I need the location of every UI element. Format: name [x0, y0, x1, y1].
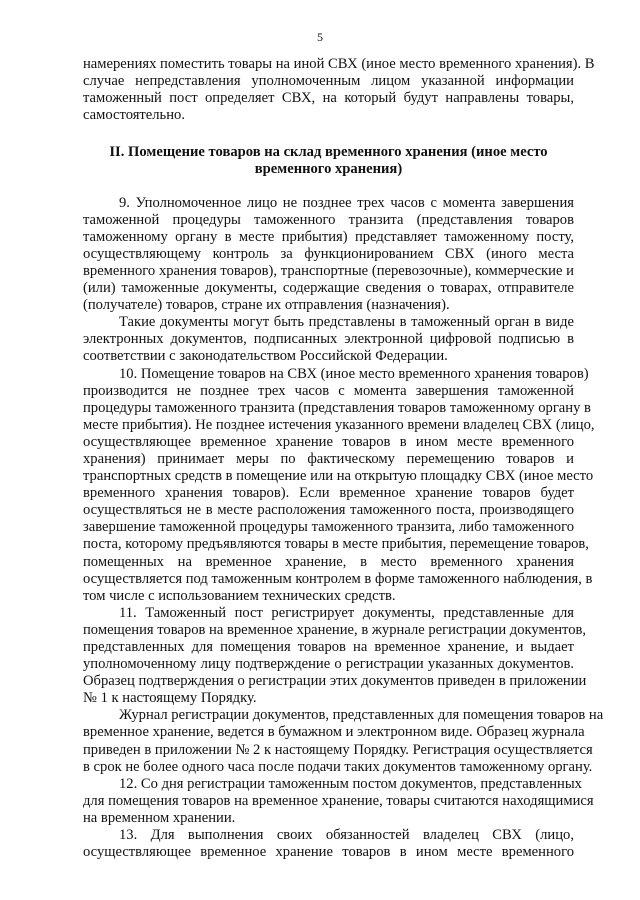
text-line: приведен в приложении № 2 к настоящему Порядку. Регистрация осуществляется [83, 741, 593, 758]
text-line: представленных для помещения товаров на временное хранение, и выдает [83, 639, 574, 655]
section-heading [83, 144, 574, 178]
text-line: 10. Помещение товаров на СВХ (иное место временного хранения товаров) [119, 365, 589, 382]
text-line: (получателе) товаров, стране их отправления (назначения). [83, 297, 450, 314]
text-line: осуществляющему контроль за функционированием СВХ (иного места [83, 245, 574, 262]
paragraph [83, 707, 604, 775]
text-line: самостоятельно. [83, 107, 185, 124]
text-line: уполномоченному лицу подтверждение о регистрации указанных документов. [83, 656, 574, 673]
paragraph [83, 314, 574, 365]
text-line: временного хранения товаров), транспортные (перевозочные), коммерческие и [83, 262, 574, 279]
text-line: Образец подтверждения о регистрации этих документов приведен в приложении [83, 673, 587, 690]
text-line: осуществляющее временное хранение товаров в ином месте временного [83, 433, 574, 450]
text-line: II. Помещение товаров на склад временного хранения (иное место [109, 144, 548, 161]
text-line: Такие документы могут быть представлены в таможенный орган в виде [119, 314, 574, 331]
text-line: в срок не более одного часа после подачи таких документов таможенному органу. [83, 758, 593, 775]
page-number: 5 [317, 30, 323, 44]
text-line: для помещения товаров на временное хранение, товары считаются находящимися [83, 792, 594, 809]
paragraph [83, 827, 574, 861]
text-line: соответствии с законодательством Российской Федерации. [83, 348, 448, 365]
text-line: таможенной процедуры таможенного транзита (представления товаров [83, 211, 574, 228]
text-line: осуществляться не в месте расположения таможенного поста, производящего [83, 502, 574, 519]
text-line: том числе с использованием технических средств. [83, 587, 396, 604]
text-line: помещенных на временное хранение, в место временного хранения [83, 553, 574, 570]
paragraph [83, 604, 587, 708]
text-line: помещения товаров на временное хранение, в журнале регистрации документов, [83, 621, 587, 638]
text-line: 13. Для выполнения своих обязанностей владелец СВХ (лицо, [119, 827, 574, 844]
paragraphs [83, 194, 604, 862]
text-line: осуществляется под таможенным контролем в форме таможенного наблюдения, в [83, 570, 593, 587]
text-line: временного хранения товаров). Если временное хранение товаров будет [83, 485, 574, 502]
text-line: случае непредставления уполномоченным лицом указанной информации [83, 73, 574, 90]
text-line: электронных документов, подписанных электронной цифровой подписью в [83, 331, 574, 348]
text-line: 9. Уполномоченное лицо не позднее трех часов с момента завершения [119, 194, 574, 211]
text-line: производится не позднее трех часов с момента завершения таможенной [83, 382, 574, 399]
text-line: временное хранение, ведется в бумажном и электронном виде. Образец журнала [83, 724, 585, 741]
intro-paragraph [83, 56, 595, 124]
text-line: временного хранения) [254, 161, 403, 178]
text-line: 12. Со дня регистрации таможенным постом документов, представленных [119, 775, 582, 792]
text-line: завершение таможенной процедуры таможенного транзита, либо таможенного [83, 519, 574, 536]
text-line: таможенный пост определяет СВХ, на который будут направлены товары, [83, 90, 574, 107]
text-line: Журнал регистрации документов, представленных для помещения товаров на [119, 707, 604, 724]
text-line: № 1 к настоящему Порядку. [83, 690, 257, 707]
text-line: хранения) принимает меры по фактическому перемещению товаров и [83, 450, 574, 467]
text-line: 11. Таможенный пост регистрирует документы, представленные для [119, 604, 574, 621]
paragraph [83, 775, 594, 827]
text-line: (или) таможенные документы, содержащие сведения о товарах, отправителе [83, 280, 574, 297]
text-line: на временном хранении. [83, 809, 236, 826]
text-line: таможенному органу в месте прибытия) представляет таможенному посту, [83, 228, 574, 245]
paragraph [83, 195, 574, 315]
paragraph [83, 365, 595, 605]
text-line: транспортных средств в помещение или на открытую площадку СВХ (иное место [83, 468, 594, 485]
document-body [83, 56, 604, 861]
text-line: поста, которому предъявляются товары в месте прибытия, перемещение товаров, [83, 536, 589, 553]
text-line: процедуры таможенного транзита (представления товаров таможенному органу в [83, 399, 591, 416]
text-line: месте прибытия). Не позднее истечения указанного времени владелец СВХ (лицо, [83, 416, 595, 433]
text-line: осуществляющее временное хранение товаров в ином месте временного [83, 844, 574, 861]
text-line: намерениях поместить товары на иной СВХ (иное место временного хранения). В [83, 56, 595, 72]
